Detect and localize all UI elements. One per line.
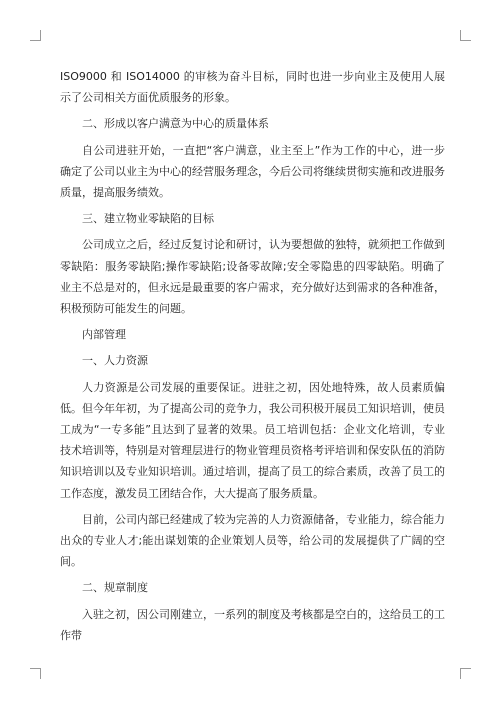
paragraph-current-status: 目前，公司内部已经建成了较为完善的人力资源储备，专业能力，综合能力出众的专业人才;能出谋划策的企业策划人员等，给公司的发展提供了广阔的空间。 (60, 512, 445, 569)
paragraph-continued: ISO9000 和 ISO14000 的审核为奋斗目标，同时也进一步向业主及使用人展示了公司相关方面优质服务的形象。 (60, 70, 445, 105)
section-heading-zero-defect: 三、建立物业零缺陷的目标 (82, 212, 214, 226)
crop-mark-bottom-right (460, 668, 471, 679)
crop-mark-top-right (460, 30, 471, 41)
paragraph-customer-satisfaction: 自公司进驻开始，一直把“客户满意，业主至上”作为工作的中心，进一步确定了公司以业主为中心的经营服务理念，今后公司将继续贯彻实施和改进服务质量，提高服务绩效。 (60, 143, 445, 200)
paragraph-zero-defect: 公司成立之后，经过反复讨论和研讨，认为要想做的独特，就须把工作做到零缺陷：服务零缺陷;操作零缺陷;设备零故障;安全零隐患的四零缺陷。明确了业主不总是对的，但永远是最重要的客户需求，充分做好达到需求的各种准备，积极预防可能发生的问题。 (60, 238, 445, 316)
section-heading-human-resources: 一、人力资源 (82, 354, 148, 368)
section-heading-internal-management: 内部管理 (82, 328, 126, 342)
crop-mark-bottom-left (30, 668, 41, 679)
paragraph-human-resources: 人力资源是公司发展的重要保证。进驻之初，因处地特殊，故人员素质偏低。但今年年初，为了提高公司的竞争力，我公司积极开展员工知识培训，使员工成为“一专多能”且达到了显著的效果。员工培训包括：企业文化培训，专业技术培训等，特别是对管理层进行的物业管理员资格考评培训和保安队伍的消防知识培训以及专业知识培训。通过培训，提高了员工的综合素质，改善了员工的工作态度，激发员工团结合作，大大提高了服务质量。 (60, 380, 445, 500)
section-heading-quality-system: 二、形成以客户满意为中心的质量体系 (82, 117, 269, 131)
section-heading-regulations: 二、规章制度 (82, 581, 148, 595)
paragraph-regulations: 入驻之初，因公司刚建立，一系列的制度及考核都是空白的，这给员工的工作带 (60, 607, 445, 642)
crop-mark-top-left (30, 30, 41, 41)
document-body (60, 66, 445, 651)
